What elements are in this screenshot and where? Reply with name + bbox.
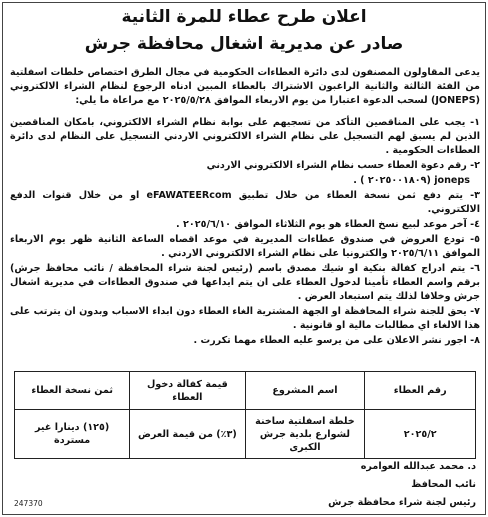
clause-4: ٤- آخر موعد لبيع نسخ العطاء هو يوم الثلاثاء الموافق ٢٠٢٥/٦/١٠ . [176,219,480,230]
intro-paragraph: يدعى المقاولون المصنفون لدى دائرة العطاءات الحكومية في مجال الطرق اختصاص خلطات اسفلتية من الفئة الثالثة والثانية الراغبون الاشتراك بالعطاء المبين ادناه الرجوع لنظام الشراء الالكتروني (JONEPS) لسحب الدعوة اعتبارا من يوم الاربعاء الموافق ٢٠٢٥/٥/٢٨ مع مراعاة ما يلي: [10,67,480,106]
clause-3: ٣- يتم دفع ثمن نسخة العطاء من خلال تطبيق eFAWATEERcom او من خلال قنوات الدفع الالكتروني. [10,190,480,215]
clause-7: ٧- يحق للجنة شراء المحافظة او الجهة المشترية الغاء العطاء دون ابداء الاسباب وبدون ان يترتب على هذا الالغاء اي مطالبات مالية او قانونية . [10,306,480,331]
table-header-row [15,372,476,410]
clauses-list [10,116,480,349]
header-bid-bond: قيمة كفالة دخول العطاء [130,372,245,410]
header-project-name: اسم المشروع [245,372,365,410]
cell-project-name: خلطة اسفلتية ساخنة لشوارع بلدية جرش الكبرى [245,410,365,459]
table-row [15,410,476,459]
reference-number: 247370 [14,499,43,508]
signatory-role: رئيس لجنة شراء محافظة جرش [328,497,476,508]
clause-1: ١- يجب على المناقصين التأكد من تسجيهم على بوابة نظام الشراء الالكتروني، بامكان المناقصين الذين لم يسبق لهم التسجيل على نظام الشراء الالكتروني الاردني التسجيل على النظام لدى دائرة العطاءات الحكومية . [10,117,480,156]
header-document-price: ثمن نسخة العطاء [15,372,130,410]
cell-bid-bond: (٣٪) من قيمة العرض [130,410,245,459]
clause-6: ٦- يتم ادراج كفالة بنكية او شيك مصدق باسم (رئيس لجنة شراء المحافظة / نائب محافظ جرش) برقم واسم العطاء تأمينا لدخول العطاء على ان يتم ايداعها في صندوق العطاءات في مديرية اشغال جرش وخلافا لذلك يتم استبعاد العرض . [10,263,480,302]
signatory-position: نائب المحافظ [411,479,476,490]
issuer-title: صادر عن مديرية اشغال محافظة جرش [84,34,404,54]
clause-8: ٨- اجور نشر الاعلان على من يرسو عليه العطاء مهما تكررت . [193,335,480,346]
clause-2: ٢- رقم دعوة العطاء حسب نظام الشراء الالكتروني الاردني [206,160,480,171]
clause-5: ٥- تودع العروض في صندوق عطاءات المديرية في موعد اقصاه الساعة الثانية ظهر يوم الاربعاء الموافق ٢٠٢٥/٦/١١ والكترونيا على نظام الشراء الالكتروني الاردني . [10,234,480,259]
signatory-name: د. محمد عبدالله العوامره [360,461,476,472]
clause-2-invitation-number: joneps (٢٠٢٥٠٠١٨٠٩ ) . [353,175,470,186]
tender-table [14,371,476,459]
cell-document-price: (١٢٥) دينارا غير مستردة [15,410,130,459]
cell-tender-number: ٢٠٢٥/٢ [365,410,476,459]
announcement-title: اعلان طرح عطاء للمرة الثانية [121,7,367,27]
header-tender-number: رقم العطاء [365,372,476,410]
